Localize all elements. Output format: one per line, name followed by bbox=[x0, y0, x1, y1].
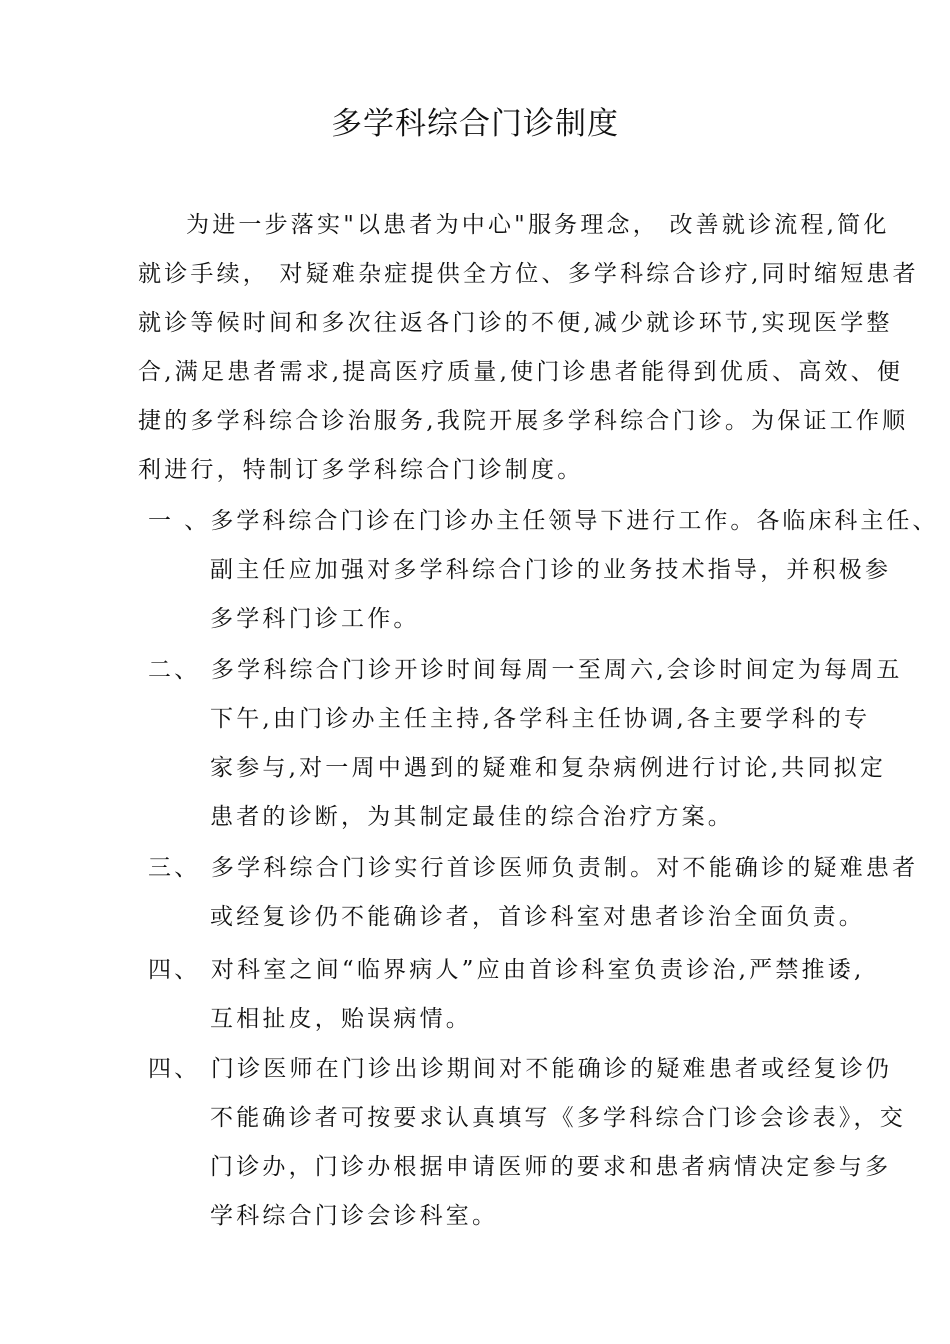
list-item-2 bbox=[148, 655, 903, 685]
list-item-5 bbox=[148, 1054, 892, 1084]
item-text: 多学科综合门诊实行首诊医师负责制。对不能确诊的疑难患者 bbox=[200, 855, 919, 881]
document-title: 多学科综合门诊制度 bbox=[331, 106, 619, 142]
item-text: 多学科综合门诊在门诊办主任领导下进行工作。各临床科主任、 bbox=[210, 508, 939, 534]
item-number: 三、 bbox=[148, 855, 201, 881]
item-text-line: 家参与,对一周中遇到的疑难和复杂病例进行讨论,共同拟定 bbox=[210, 755, 887, 781]
intro-line: 捷的多学科综合诊治服务,我院开展多学科综合门诊。为保证工作顺 bbox=[138, 408, 909, 434]
intro-line: 合,满足患者需求,提高医疗质量,使门诊患者能得到优质、高效、便 bbox=[138, 359, 904, 385]
intro-line: 就诊手续， 对疑难杂症提供全方位、多学科综合诊疗,同时缩短患者 bbox=[138, 261, 919, 287]
intro-line: 为进一步落实"以患者为中心"服务理念， 改善就诊流程,简化 bbox=[186, 212, 890, 238]
list-item-4 bbox=[148, 955, 864, 985]
item-text: 对科室之间“临界病人”应由首诊科室负责诊治,严禁推诿, bbox=[200, 957, 865, 983]
item-text: 门诊医师在门诊出诊期间对不能确诊的疑难患者或经复诊仍 bbox=[200, 1056, 893, 1082]
item-text: 多学科综合门诊开诊时间每周一至周六,会诊时间定为每周五 bbox=[200, 657, 903, 683]
intro-line: 就诊等候时间和多次往返各门诊的不便,减少就诊环节,实现医学整 bbox=[138, 310, 893, 336]
item-text-line: 互相扯皮，贻误病情。 bbox=[210, 1006, 472, 1032]
list-item-1 bbox=[148, 506, 938, 536]
item-number: 二、 bbox=[148, 657, 201, 683]
item-text-line: 门诊办，门诊办根据申请医师的要求和患者病情决定参与多 bbox=[210, 1154, 892, 1180]
item-text-line: 或经复诊仍不能确诊者，首诊科室对患者诊治全面负责。 bbox=[210, 904, 865, 930]
item-number: 四、 bbox=[148, 957, 201, 983]
list-item-3 bbox=[148, 853, 918, 883]
item-number: 一 、 bbox=[148, 508, 211, 534]
item-text-line: 副主任应加强对多学科综合门诊的业务技术指导，并积极参 bbox=[210, 557, 892, 583]
item-text-line: 下午,由门诊办主任主持,各学科主任协调,各主要学科的专 bbox=[210, 706, 871, 732]
item-number: 四、 bbox=[148, 1056, 201, 1082]
item-text-line: 不能确诊者可按要求认真填写《多学科综合门诊会诊表》，交 bbox=[210, 1105, 906, 1131]
item-text-line: 患者的诊断，为其制定最佳的综合治疗方案。 bbox=[210, 804, 734, 830]
item-text-line: 学科综合门诊会诊科室。 bbox=[210, 1203, 499, 1229]
intro-line: 利进行，特制订多学科综合门诊制度。 bbox=[138, 457, 584, 483]
item-text-line: 多学科门诊工作。 bbox=[210, 606, 420, 632]
